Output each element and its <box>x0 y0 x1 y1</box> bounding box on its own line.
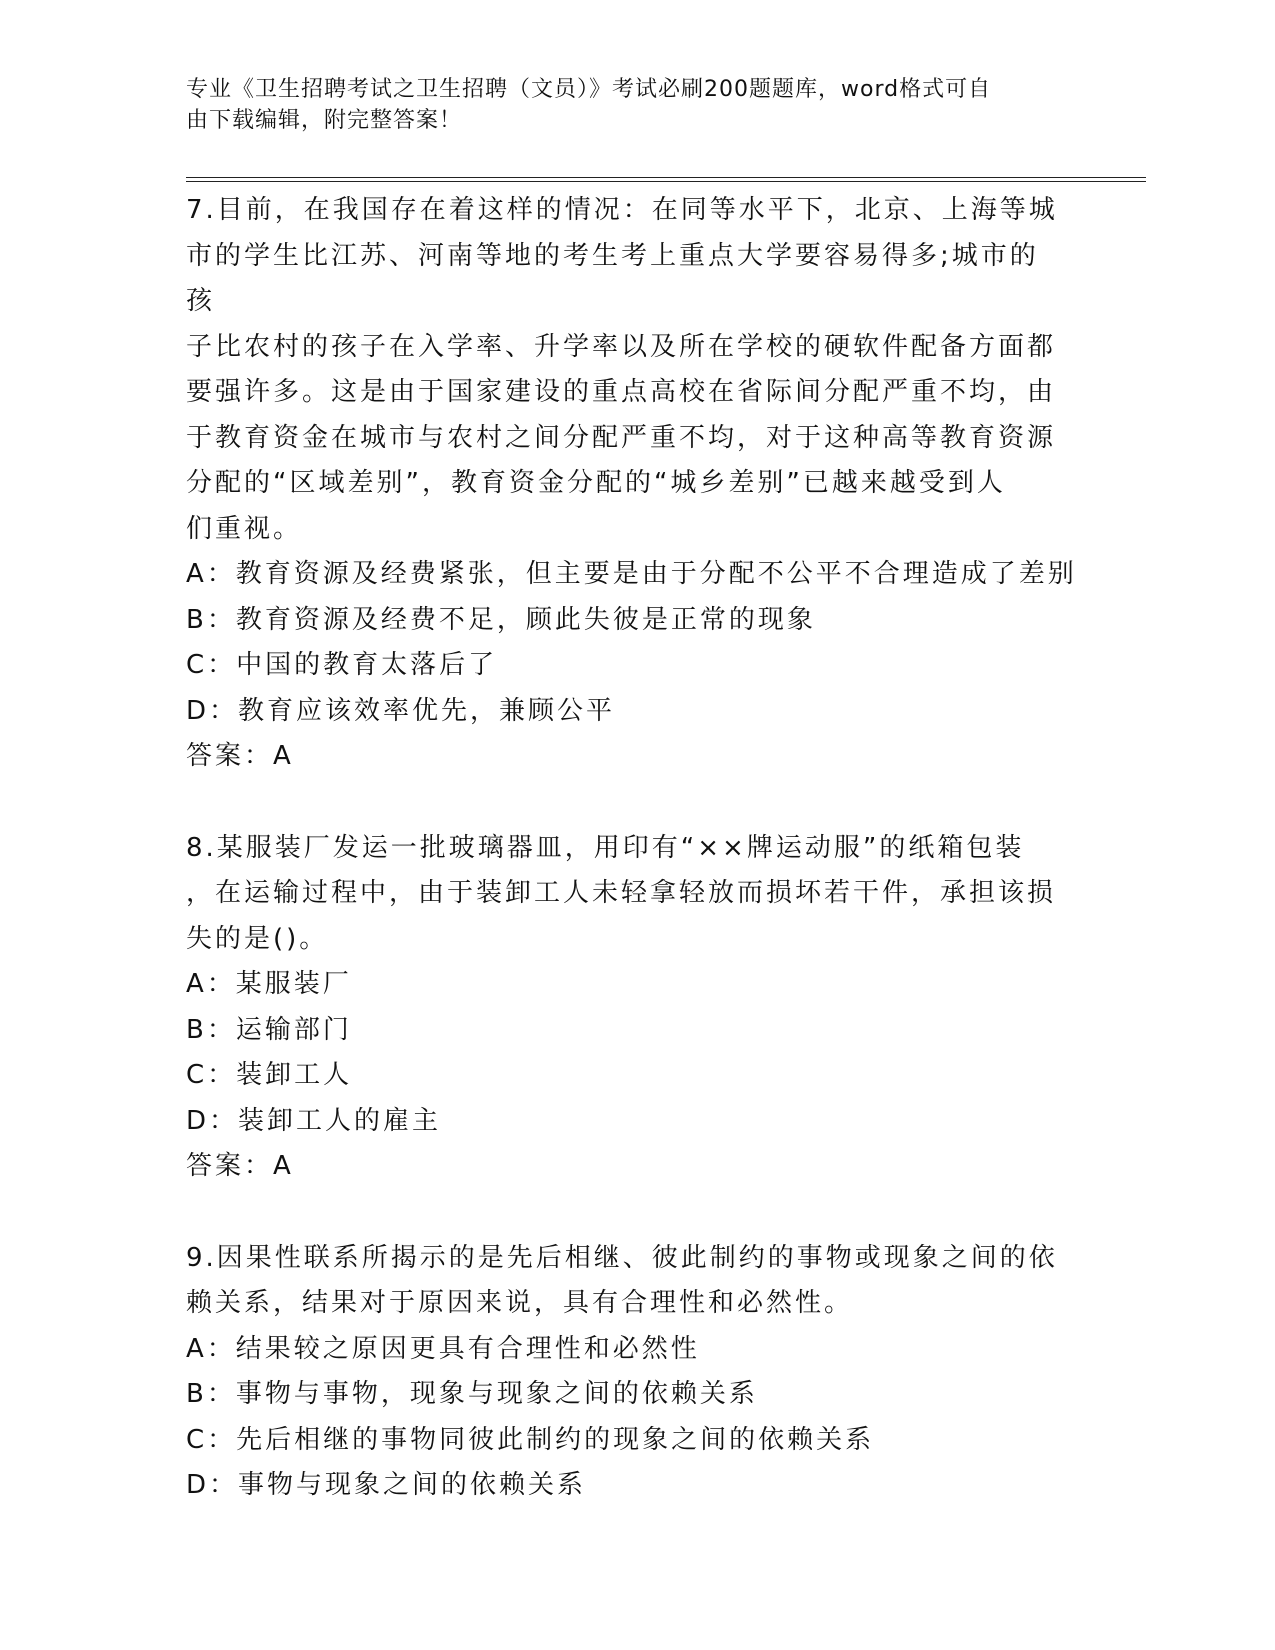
question-list <box>186 188 1077 1555</box>
option-c: C：先后相继的事物同彼此制约的现象之间的依赖关系 <box>186 1424 875 1455</box>
option-b: B：教育资源及经费不足，顾此失彼是正常的现象 <box>186 604 816 635</box>
answer-line: 答案：A <box>186 741 294 771</box>
stem-line: 8.某服装厂发运一批玻璃器皿，用印有“××牌运动服”的纸箱包装 <box>186 832 1025 863</box>
option-b: B：运输部门 <box>186 1014 352 1045</box>
answer-line: 答案：A <box>186 1151 294 1181</box>
option-d: D：教育应该效率优先，兼顾公平 <box>186 695 616 726</box>
stem-line: 要强许多。这是由于国家建设的重点高校在省际间分配严重不均，由 <box>186 377 1057 407</box>
document-header <box>186 74 1066 136</box>
stem-line: 7.目前，在我国存在着这样的情况：在同等水平下，北京、上海等城 <box>186 195 1058 225</box>
question-7 <box>186 188 1077 780</box>
question-9 <box>186 1236 1066 1509</box>
stem-line: 们重视。 <box>186 513 303 544</box>
question-stem <box>186 188 1066 552</box>
header-title-line-2: 由下载编辑，附完整答案！ <box>186 108 463 133</box>
question-8 <box>186 826 1066 1190</box>
header-title-line-1: 专业《卫生招聘考试之卫生招聘（文员）》考试必刷200题题库，word格式可自 <box>186 77 992 102</box>
option-d: D：装卸工人的雇主 <box>186 1105 442 1136</box>
option-d: D：事物与现象之间的依赖关系 <box>186 1470 587 1500</box>
stem-line: 于教育资金在城市与农村之间分配严重不均，对于这种高等教育资源 <box>186 422 1057 453</box>
question-stem <box>186 826 1066 963</box>
stem-line: ，在运输过程中，由于装卸工人未轻拿轻放而损坏若干件，承担该损 <box>186 878 1057 908</box>
option-c: C：装卸工人 <box>186 1060 353 1090</box>
stem-line: 9.因果性联系所揭示的是先后相继、彼此制约的事物或现象之间的依 <box>186 1242 1058 1273</box>
stem-line: 分配的“区域差别”，教育资金分配的“城乡差别”已越来越受到人 <box>186 468 1006 498</box>
option-a: A：某服装厂 <box>186 969 352 999</box>
option-b: B：事物与事物，现象与现象之间的依赖关系 <box>186 1379 758 1409</box>
stem-line: 赖关系，结果对于原因来说，具有合理性和必然性。 <box>186 1288 854 1318</box>
stem-line: 市的学生比江苏、河南等地的考生考上重点大学要容易得多;城市的孩 <box>186 240 1039 316</box>
option-a: A：教育资源及经费紧张，但主要是由于分配不公平不合理造成了差别 <box>186 559 1077 589</box>
option-c: C：中国的教育太落后了 <box>186 650 498 680</box>
header-divider <box>186 177 1146 182</box>
stem-line: 失的是()。 <box>186 923 329 954</box>
stem-line: 子比农村的孩子在入学率、升学率以及所在学校的硬软件配备方面都 <box>186 331 1057 362</box>
option-a: A：结果较之原因更具有合理性和必然性 <box>186 1333 700 1364</box>
question-stem <box>186 1236 1066 1327</box>
